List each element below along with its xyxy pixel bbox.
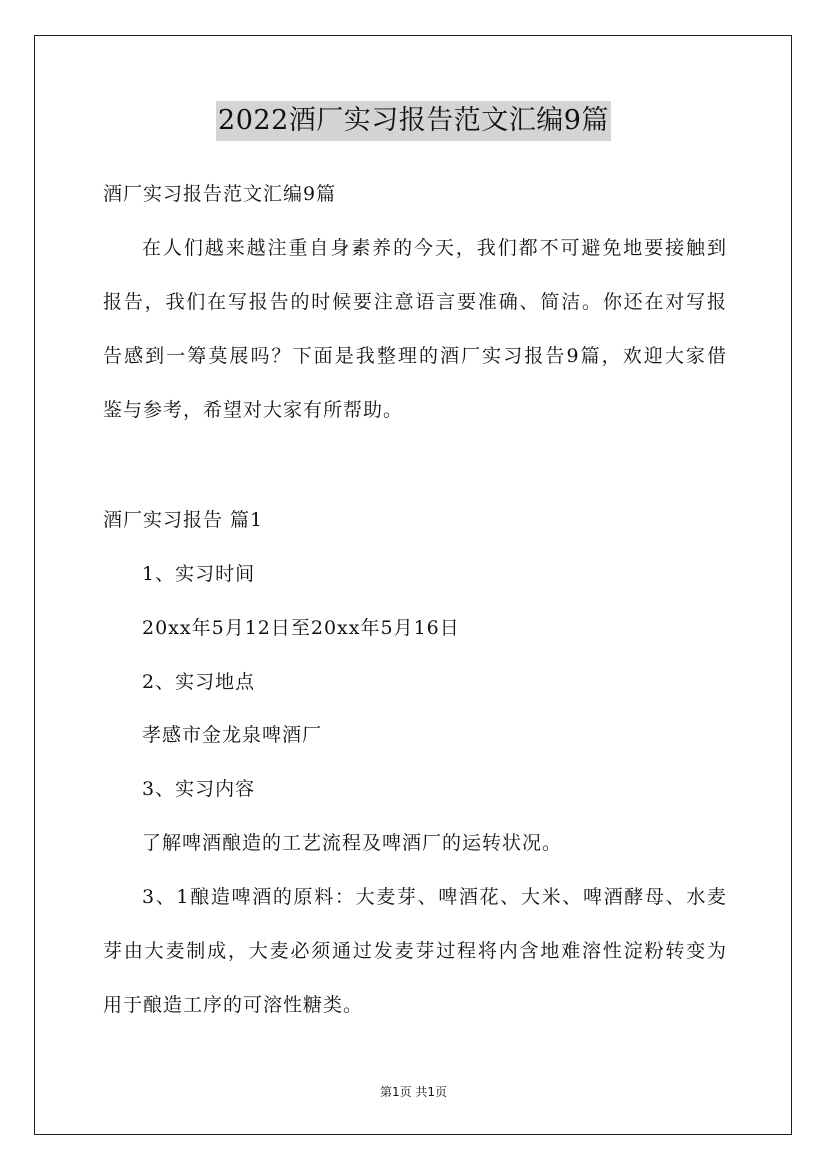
item31-line-3: 用于酿造工序的可溶性糖类。 [103, 994, 364, 1016]
intro-line-2: 报告，我们在写报告的时候要注意语言要准确、简洁。你还在对写报 [103, 291, 726, 313]
item1-heading: 1、实习时间 [142, 563, 256, 585]
item3-body: 了解啤酒酿造的工艺流程及啤酒厂的运转状况。 [142, 832, 563, 854]
item31-line-2: 芽由大麦制成，大麦必须通过发麦芽过程将内含地难溶性淀粉转变为 [103, 940, 726, 962]
item3-heading: 3、实习内容 [142, 778, 256, 800]
item1-body: 20xx年5月12日至20xx年5月16日 [142, 617, 460, 639]
item31-line-1: 3、1酿造啤酒的原料：大麦芽、啤酒花、大米、啤酒酵母、水麦 [142, 886, 726, 908]
item2-heading: 2、实习地点 [142, 671, 256, 693]
intro-line-1: 在人们越来越注重自身素养的今天，我们都不可避免地要接触到 [142, 237, 726, 259]
title-container [0, 101, 827, 141]
section-heading: 酒厂实习报告 篇1 [103, 509, 264, 531]
intro-line-4: 鉴与参考，希望对大家有所帮助。 [103, 399, 404, 421]
intro-line-3: 告感到一筹莫展吗？下面是我整理的酒厂实习报告9篇，欢迎大家借 [103, 345, 726, 367]
document-subtitle: 酒厂实习报告范文汇编9篇 [103, 183, 337, 205]
page-footer: 第1页 共1页 [379, 1085, 448, 1099]
document-title: 2022酒厂实习报告范文汇编9篇 [216, 101, 611, 141]
item2-body: 孝感市金龙泉啤酒厂 [142, 724, 323, 746]
